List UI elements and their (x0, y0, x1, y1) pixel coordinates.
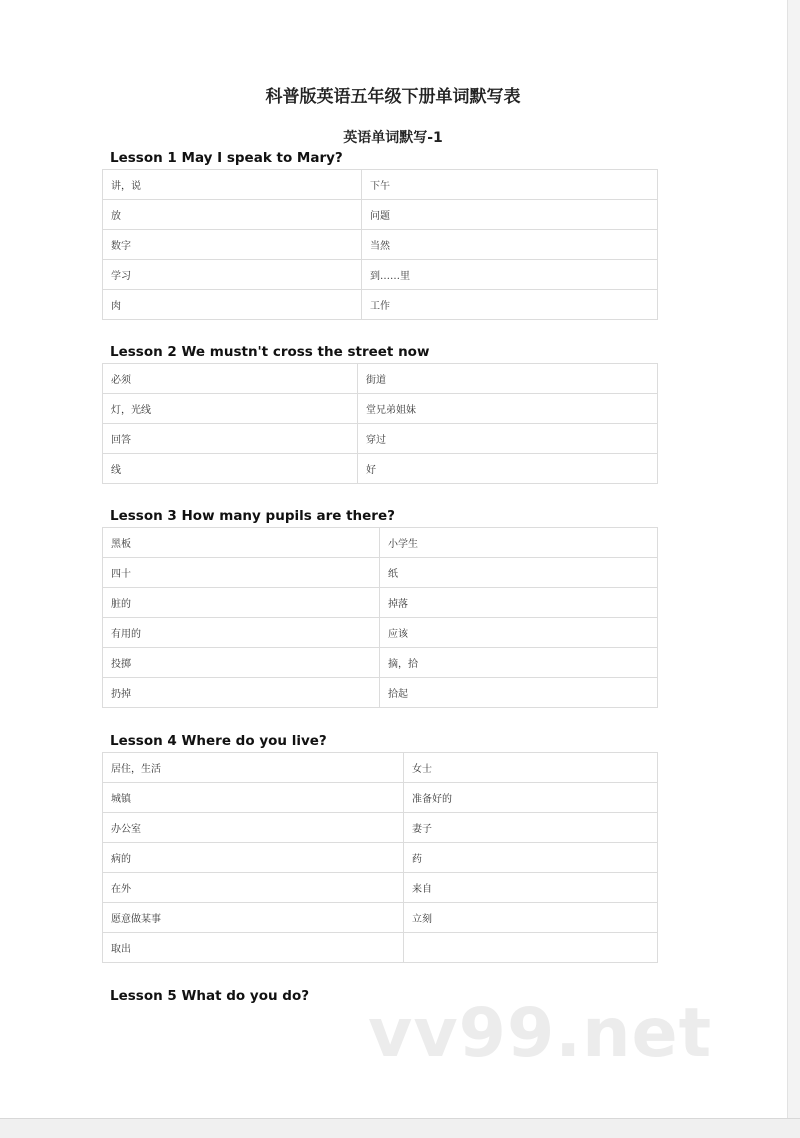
table-cell: 脏的 (103, 588, 380, 618)
table-row (103, 933, 658, 963)
table-cell: 纸 (380, 558, 658, 588)
table-row (103, 200, 658, 230)
table-cell: 小学生 (380, 528, 658, 558)
table-cell: 取出 (103, 933, 404, 963)
table-cell: 四十 (103, 558, 380, 588)
table-cell: 拾起 (380, 678, 658, 708)
table-row (103, 813, 658, 843)
table-cell: 线 (103, 454, 358, 484)
table-cell: 在外 (103, 873, 404, 903)
table-row (103, 678, 658, 708)
table-cell: 扔掉 (103, 678, 380, 708)
table-cell: 城镇 (103, 783, 404, 813)
table-cell: 有用的 (103, 618, 380, 648)
table-cell (404, 933, 658, 963)
table-cell: 工作 (362, 290, 658, 320)
table-cell: 黑板 (103, 528, 380, 558)
table-row (103, 364, 658, 394)
table-row (103, 618, 658, 648)
page-title: 科普版英语五年级下册单词默写表 (265, 87, 521, 107)
table-cell: 街道 (358, 364, 658, 394)
table-cell: 应该 (380, 618, 658, 648)
table-cell: 回答 (103, 424, 358, 454)
table-cell: 必须 (103, 364, 358, 394)
lesson-3-heading: Lesson 3 How many pupils are there? (110, 508, 395, 524)
table-row (103, 230, 658, 260)
table-cell: 女士 (404, 753, 658, 783)
page-edge-shadow (787, 0, 800, 1118)
table-cell: 数字 (103, 230, 362, 260)
table-cell: 好 (358, 454, 658, 484)
table-cell: 立刻 (404, 903, 658, 933)
table-cell: 居住，生活 (103, 753, 404, 783)
lesson-1-word-table (102, 169, 658, 320)
table-row (103, 648, 658, 678)
table-cell: 当然 (362, 230, 658, 260)
table-cell: 问题 (362, 200, 658, 230)
lesson-4-heading: Lesson 4 Where do you live? (110, 733, 327, 749)
table-cell: 穿过 (358, 424, 658, 454)
table-cell: 掉落 (380, 588, 658, 618)
lesson-2-heading: Lesson 2 We mustn't cross the street now (110, 344, 430, 360)
table-cell: 妻子 (404, 813, 658, 843)
table-row (103, 454, 658, 484)
table-row (103, 588, 658, 618)
table-row (103, 753, 658, 783)
watermark: vv99.net (368, 994, 713, 1073)
table-cell: 堂兄弟姐妹 (358, 394, 658, 424)
table-row (103, 843, 658, 873)
table-cell: 准备好的 (404, 783, 658, 813)
lesson-5-heading: Lesson 5 What do you do? (110, 988, 310, 1004)
table-row (103, 783, 658, 813)
lesson-4-word-table (102, 752, 658, 963)
table-row (103, 260, 658, 290)
table-row (103, 528, 658, 558)
table-cell: 讲，说 (103, 170, 362, 200)
lesson-2-word-table (102, 363, 658, 484)
table-row (103, 424, 658, 454)
table-cell: 肉 (103, 290, 362, 320)
table-cell: 摘，拾 (380, 648, 658, 678)
table-cell: 病的 (103, 843, 404, 873)
table-row (103, 394, 658, 424)
table-cell: 愿意做某事 (103, 903, 404, 933)
table-cell: 药 (404, 843, 658, 873)
table-row (103, 170, 658, 200)
lesson-3-word-table (102, 527, 658, 708)
table-row (103, 558, 658, 588)
table-cell: 学习 (103, 260, 362, 290)
table-cell: 下午 (362, 170, 658, 200)
lesson-1-heading: Lesson 1 May I speak to Mary? (110, 150, 343, 166)
table-cell: 放 (103, 200, 362, 230)
table-row (103, 873, 658, 903)
table-row (103, 290, 658, 320)
table-cell: 办公室 (103, 813, 404, 843)
viewer-bottom-bar (0, 1118, 800, 1138)
table-row (103, 903, 658, 933)
table-cell: 来自 (404, 873, 658, 903)
table-cell: 灯，光线 (103, 394, 358, 424)
table-cell: 到……里 (362, 260, 658, 290)
table-cell: 投掷 (103, 648, 380, 678)
page-subtitle: 英语单词默写-1 (343, 130, 443, 146)
